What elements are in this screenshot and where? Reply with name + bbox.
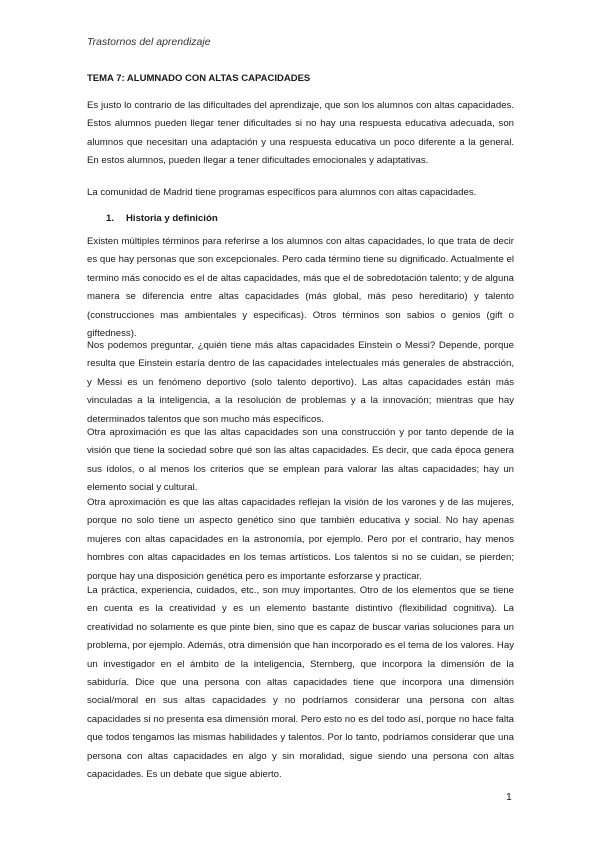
paragraph-gender: Otra aproximación es que las altas capacidades reflejan la visión de los varones y de las mujeres, porque no solo tiene un aspecto genético sino que también educativa y social. No hay apenas mujeres con altas capacidades en la astronomía, por ejemplo. Pero por el contrario, hay menos hombres con altas capacidades en los temas artísticos. Los talentos si no se cuidan, se pierden; porque hay una disposición genética pero es importante esforzarse y practicar. [87, 497, 514, 582]
paragraph-social-construction: Otra aproximación es que las altas capacidades son una construcción y por tanto depende de la visión que tiene la sociedad sobre qué son las altas capacidades. Es decir, que cada época genera sus ídolos, o al menos los criterios que se emplean para valorar las altas capacidades; hay un elemento social y cultural. [87, 427, 514, 494]
paragraph-intro: Es justo lo contrario de las dificultades del aprendizaje, que son los alumnos con altas capacidades. Estos alumnos pueden llegar tener dificultades si no hay una respuesta educativa adecuada, son alumnos que necesitan una adaptación y una respuesta educativa un poco diferente a la general. En estos alumnos, pueden llegar a tener dificultades emocionales y adaptativas. [87, 100, 514, 167]
page-number: 1 [506, 791, 512, 803]
paragraph-madrid: La comunidad de Madrid tiene programas específicos para alumnos con altas capacidades. [87, 187, 477, 198]
section-number: 1. [106, 213, 115, 224]
paragraph-creativity: La práctica, experiencia, cuidados, etc., son muy importantes. Otro de los elementos que se tiene en cuenta es la creatividad y es un elemento bastante distintivo (flexibilidad cognitiva). La creatividad no solamente es que pinte bien, sino que es capaz de buscar varias soluciones para un problema, por ejemplo. Además, otra dimensión que han incorporado es el tema de los valores. Hay un investigador en el ámbito de la inteligencia, Sternberg, que incorpora la dimensión de la sabiduría. Dice que una persona con altas capacidades tiene que incorpora una dimensión social/moral en sus altas capacidades y no podríamos considerar una persona con altas capacidades si no presenta esa dimensión moral. Pero esto no es del todo así, porque no hace falta que todos tengamos las mismas habilidades y talentos. Por lo tanto, podríamos considerar que una persona con altas capacidades en algo y sin moralidad, sigue siendo una persona con altas capacidades. Es un debate que sigue abierto. [87, 585, 514, 781]
paragraph-terms: Existen múltiples términos para referirse a los alumnos con altas capacidades, lo que trata de decir es que hay personas que son excepcionales. Pero cada término tiene su dignificado. Actualmente el termino más conocido es el de altas capacidades, más que el de sobredotación talento; y de alguna manera se diferencia entre altas capacidades (más global, más peso hereditario) y talento (construcciones mas ambientales y especificas). Otros términos son sabios o genios (gift o giftedness). [87, 236, 514, 340]
paragraph-einstein-messi: Nos podemos preguntar, ¿quién tiene más altas capacidades Einstein o Messi? Depende, porque resulta que Einstein estaría dentro de las capacidades intelectuales más generales de abstracción, y Messi es un fenómeno deportivo (solo talento deportivo). Las altas capacidades están más vinculadas a la inteligencia, a la resolución de problemas y a la innovación; mientras que hay determinados talentos que son mucho más específicos. [87, 340, 514, 425]
running-header: Trastornos del aprendizaje [87, 36, 211, 48]
section-heading [106, 213, 218, 224]
chapter-title: TEMA 7: ALUMNADO CON ALTAS CAPACIDADES [87, 73, 311, 84]
section-title: Historia y definición [126, 213, 218, 224]
